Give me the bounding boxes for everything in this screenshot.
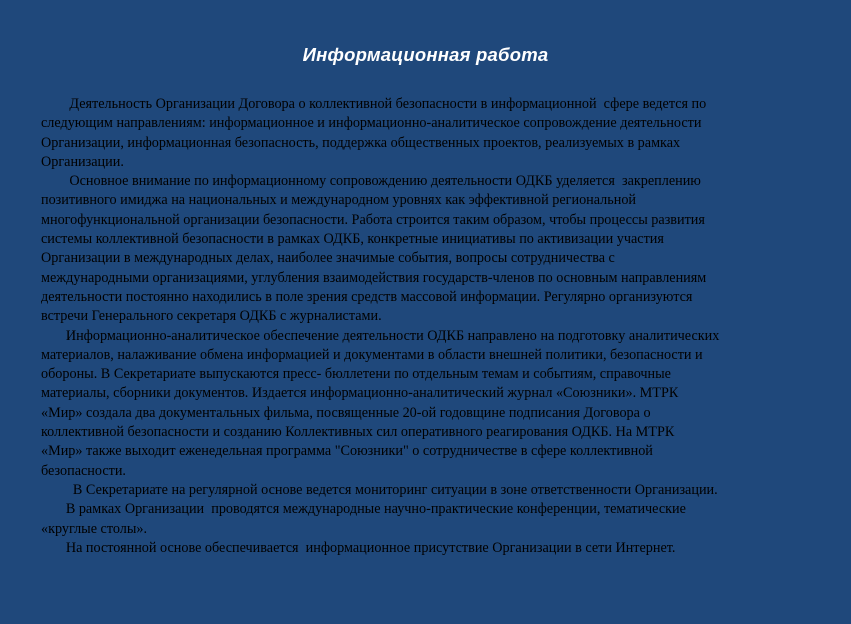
text-line: материалы, сборники документов. Издается информационно-аналитический журнал «Союзники». МТРК <box>41 385 679 402</box>
paragraph-image-support <box>41 172 813 326</box>
text-line: «Мир» также выходит еженедельная программа "Союзники" о сотрудничестве в сфере коллективной <box>41 443 653 460</box>
text-line: Деятельность Организации Договора о коллективной безопасности в информационной сфере ведется по <box>41 96 707 112</box>
paragraph-analytics <box>41 327 813 481</box>
text-line: коллективной безопасности и созданию Коллективных сил оперативного реагирования ОДКБ. На МТРК <box>41 424 675 441</box>
text-line: В Секретариате на регулярной основе ведется мониторинг ситуации в зоне ответственности Организации. <box>41 481 718 498</box>
text-line: На постоянной основе обеспечивается информационное присутствие Организации в сети Интернет. <box>41 539 676 556</box>
text-line: позитивного имиджа на национальных и международном уровнях как эффективной региональной <box>41 192 637 209</box>
text-line: Организации. <box>41 153 124 170</box>
slide-title: Информационная работа <box>302 44 549 65</box>
text-line: Основное внимание по информационному сопровождению деятельности ОДКБ уделяется закреплению <box>41 173 701 190</box>
text-line: Информационно-аналитическое обеспечение деятельности ОДКБ направлено на подготовку аналитических <box>41 327 720 344</box>
text-line: системы коллективной безопасности в рамках ОДКБ, конкретные инициативы по активизации участия <box>41 231 664 248</box>
paragraph-internet <box>41 539 813 558</box>
paragraph-monitoring <box>41 481 813 500</box>
text-line: обороны. В Секретариате выпускаются пресс- бюллетени по отдельным темам и событиям, справочные <box>41 366 671 383</box>
paragraph-overview <box>41 95 813 172</box>
text-line: встречи Генерального секретаря ОДКБ с журналистами. <box>41 308 382 325</box>
text-line: Организации в международных делах, наиболее значимые события, вопросы сотрудничества с <box>41 250 615 267</box>
text-line: деятельности постоянно находились в поле зрения средств массовой информации. Регулярно организуются <box>41 288 693 305</box>
text-line: многофункциональной организации безопасности. Работа строится таким образом, чтобы процессы развития <box>41 211 705 228</box>
text-line: Организации, информационная безопасность, поддержка общественных проектов, реализуемых в рамках <box>41 134 681 151</box>
text-line: «круглые столы». <box>41 520 148 537</box>
paragraph-conferences <box>41 500 813 539</box>
text-line: материалов, налаживание обмена информацией и документами в области внешней политики, безопасности и <box>41 346 703 363</box>
text-line: безопасности. <box>41 462 126 479</box>
text-line: В рамках Организации проводятся международные научно-практические конференции, тематические <box>41 501 686 518</box>
text-line: «Мир» создала два документальных фильма, посвященные 20-ой годовщине подписания Договора о <box>41 404 651 421</box>
text-line: международными организациями, углубления взаимодействия государств-членов по основным направлениям <box>41 269 707 286</box>
slide-body <box>41 95 813 558</box>
text-line: следующим направлениям: информационное и информационно-аналитическое сопровождение деятельности <box>41 115 702 132</box>
